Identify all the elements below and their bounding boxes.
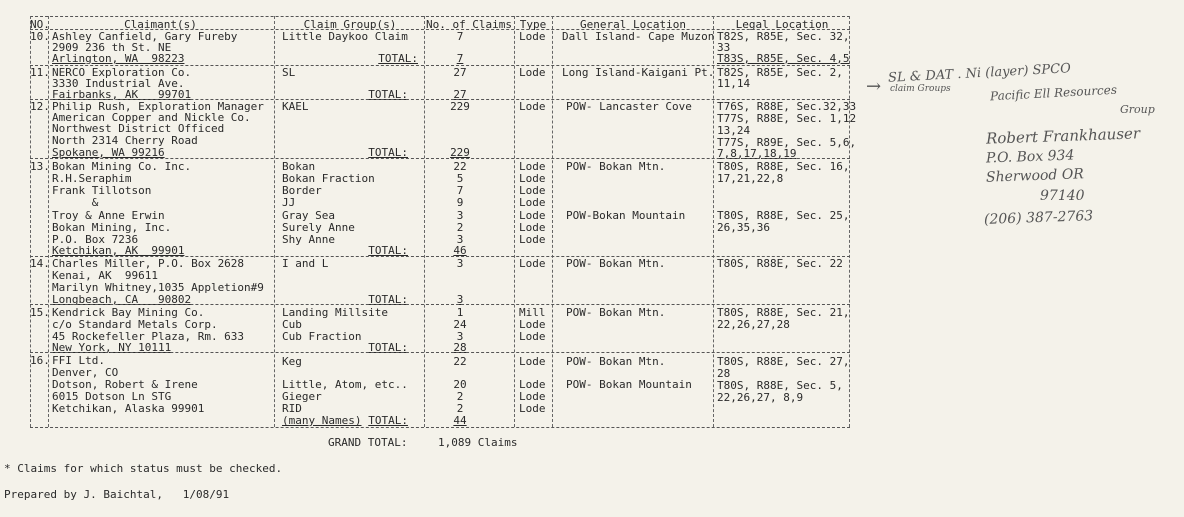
col-rule <box>274 16 275 427</box>
claimant-line: Denver, CO <box>52 366 119 379</box>
claim-count: 229 <box>450 100 470 113</box>
claim-type: Lode <box>519 390 546 403</box>
claim-group: Gray Sea <box>282 209 335 222</box>
claim-group: SL <box>282 66 296 79</box>
claim-count: 5 <box>456 172 464 185</box>
claim-type: Lode <box>519 66 546 79</box>
handwritten-note: claim Groups <box>890 84 951 94</box>
claim-type: Lode <box>519 30 546 43</box>
row-total: 44 <box>453 414 467 427</box>
general-location: Long Island-Kaigani Pt. <box>562 66 715 79</box>
legal-location: T80S, R88E, Sec. 5, <box>717 379 843 392</box>
row-total: 27 <box>453 88 467 101</box>
claimant-line: FFI Ltd. <box>52 354 105 367</box>
bottom-rule <box>30 427 850 428</box>
claim-group: (many Names) <box>282 414 362 427</box>
legal-location: T82S, R85E, Sec. 2, <box>717 66 843 79</box>
header-no: NO. <box>30 18 50 31</box>
general-location: POW- Bokan Mtn. <box>566 257 666 270</box>
claimant-line: Charles Miller, P.O. Box 2628 <box>52 257 245 270</box>
grand-total-label: GRAND TOTAL: <box>328 436 408 449</box>
claim-group: I and L <box>282 257 329 270</box>
claim-type: Lode <box>519 160 546 173</box>
row-number: 12. <box>30 100 50 113</box>
total-label: TOTAL: <box>368 146 408 159</box>
header-general-location: General Location <box>580 18 686 31</box>
claimant-line: Troy & Anne Erwin <box>52 209 165 222</box>
handwritten-note: Group <box>1120 103 1155 116</box>
legal-location: 33 <box>717 41 731 54</box>
claimant-line: Longbeach, CA 90802 <box>52 293 192 306</box>
claimant-line: Philip Rush, Exploration Manager <box>52 100 264 113</box>
claimant-line: 6015 Dotson Ln STG <box>52 390 172 403</box>
row-total: 229 <box>450 146 470 159</box>
claim-type: Mill <box>519 306 546 319</box>
claim-type: Lode <box>519 378 546 391</box>
handwritten-arrow: → <box>866 76 882 97</box>
legal-location: 7,8,17,18,19 <box>717 147 797 160</box>
handwritten-contact-phone: (206) 387-2763 <box>983 208 1094 228</box>
claim-count: 24 <box>453 318 467 331</box>
claimant-line: Marilyn Whitney,1035 Appletion#9 <box>52 281 264 294</box>
general-location: POW- Bokan Mtn. <box>566 355 666 368</box>
claim-group: Little, Atom, etc.. <box>282 378 408 391</box>
claimant-line: Kendrick Bay Mining Co. <box>52 306 205 319</box>
total-label: TOTAL: <box>378 52 418 65</box>
claim-type: Lode <box>519 196 546 209</box>
header-legal-location: Legal Location <box>735 18 829 31</box>
legal-location: T83S, R85E, Sec. 4,5 <box>717 52 850 65</box>
legal-location: T77S, R88E, Sec. 1,12 <box>717 112 857 125</box>
row-number: 14. <box>30 257 50 270</box>
general-location: POW- Bokan Mtn. <box>566 306 666 319</box>
claimant-line: Ketchikan, Alaska 99901 <box>52 402 205 415</box>
claim-count: 7 <box>456 30 464 43</box>
general-location: POW- Bokan Mtn. <box>566 160 666 173</box>
header-no-claims: No. of Claims <box>425 18 513 31</box>
grand-total-value: 1,089 Claims <box>438 436 518 449</box>
claimant-line: Fairbanks, AK 99701 <box>52 88 192 101</box>
row-rule <box>30 352 850 353</box>
legal-location: T80S, R88E, Sec. 22 <box>717 257 843 270</box>
claimant-line: Ketchikan, AK 99901 <box>52 244 185 257</box>
general-location: POW- Bokan Mountain <box>566 378 692 391</box>
handwritten-contact-zip: 97140 <box>1040 188 1085 204</box>
general-location: Dall Island- Cape Muzon <box>562 30 715 43</box>
legal-location: 17,21,22,8 <box>717 172 784 185</box>
claim-group: Keg <box>282 355 302 368</box>
legal-location: T82S, R85E, Sec. 32, <box>717 30 850 43</box>
claimant-line: NERCO Exploration Co. <box>52 66 192 79</box>
handwritten-note: SL & DAT . Ni (layer) SPCO <box>887 61 1072 86</box>
claim-count: 9 <box>456 196 464 209</box>
claimant-line: R.H.Seraphim <box>52 172 132 185</box>
claimant-line: 45 Rockefeller Plaza, Rm. 633 <box>52 330 245 343</box>
total-label: TOTAL: <box>368 293 408 306</box>
claim-type: Lode <box>519 318 546 331</box>
legal-location: 22,26,27,28 <box>717 318 790 331</box>
claim-group: Little Daykoo Claim <box>282 30 408 43</box>
claim-group: JJ <box>282 196 296 209</box>
claim-count: 2 <box>456 221 464 234</box>
row-number: 10. <box>30 30 50 43</box>
claim-count: 2 <box>456 390 464 403</box>
row-total: 7 <box>456 52 464 65</box>
total-label: TOTAL: <box>368 341 408 354</box>
legal-location: T77S, R89E, Sec. 5,6, <box>717 136 857 149</box>
claimant-line: P.O. Box 7236 <box>52 233 139 246</box>
top-rule <box>30 16 850 17</box>
footnote: * Claims for which status must be checked. <box>4 462 283 475</box>
row-number: 16. <box>30 354 50 367</box>
claimant-line: New York, NY 10111 <box>52 341 172 354</box>
claim-count: 27 <box>453 66 467 79</box>
claimant-line: Kenai, AK 99611 <box>52 269 158 282</box>
claimant-line: Frank Tillotson <box>52 184 152 197</box>
claim-type: Lode <box>519 330 546 343</box>
header-type: Type <box>519 18 547 31</box>
total-label: TOTAL: <box>368 414 408 427</box>
claimant-line: Ashley Canfield, Gary Fureby <box>52 30 238 43</box>
header-claim-group: Claim Group(s) <box>303 18 397 31</box>
claim-type: Lode <box>519 100 546 113</box>
claim-count: 3 <box>456 209 464 222</box>
row-rule <box>30 158 850 159</box>
claim-group: Surely Anne <box>282 221 355 234</box>
col-rule <box>552 16 553 427</box>
claimant-line: c/o Standard Metals Corp. <box>52 318 218 331</box>
claim-type: Lode <box>519 172 546 185</box>
claimant-line: & <box>52 196 99 209</box>
claim-count: 22 <box>453 160 467 173</box>
row-rule <box>30 304 850 305</box>
legal-location: 22,26,27, 8,9 <box>717 391 804 404</box>
prepared-by: Prepared by J. Baichtal, 1/08/91 <box>4 488 230 501</box>
claimant-line: Bokan Mining Co. Inc. <box>52 160 192 173</box>
handwritten-contact-city: Sherwood OR <box>985 166 1085 186</box>
claim-count: 1 <box>456 306 464 319</box>
claim-group: Shy Anne <box>282 233 335 246</box>
row-total: 3 <box>456 293 464 306</box>
row-number: 13. <box>30 160 50 173</box>
claimant-line: American Copper and Nickle Co. <box>52 111 251 124</box>
claimant-line: Dotson, Robert & Irene <box>52 378 198 391</box>
claim-type: Lode <box>519 355 546 368</box>
claimant-line: Northwest District Officed <box>52 122 225 135</box>
claim-group: RID <box>282 402 302 415</box>
claim-type: Lode <box>519 184 546 197</box>
claim-count: 22 <box>453 355 467 368</box>
claim-type: Lode <box>519 257 546 270</box>
claim-count: 3 <box>456 330 464 343</box>
legal-location: T80S, R88E, Sec. 16, <box>717 160 850 173</box>
legal-location: T76S, R88E, Sec.32,33 <box>717 100 857 113</box>
legal-location: 28 <box>717 367 731 380</box>
claimant-line: 2909 236 th St. NE <box>52 41 172 54</box>
claim-type: Lode <box>519 233 546 246</box>
claim-type: Lode <box>519 221 546 234</box>
legal-location: T80S, R88E, Sec. 21, <box>717 306 850 319</box>
claim-count: 2 <box>456 402 464 415</box>
legal-location: 26,35,36 <box>717 221 770 234</box>
claim-type: Lode <box>519 209 546 222</box>
claim-count: 3 <box>456 233 464 246</box>
claimant-line: Spokane, WA 99216 <box>52 146 165 159</box>
claim-group: Bokan Fraction <box>282 172 375 185</box>
claim-group: Border <box>282 184 322 197</box>
claim-group: Bokan <box>282 160 316 173</box>
claimant-line: 3330 Industrial Ave. <box>52 77 185 90</box>
col-rule <box>514 16 515 427</box>
legal-location: 11,14 <box>717 77 751 90</box>
header-claimants: Claimant(s) <box>124 18 197 31</box>
handwritten-contact-name: Robert Frankhauser <box>985 124 1141 148</box>
claim-count: 7 <box>456 184 464 197</box>
legal-location: T80S, R88E, Sec. 25, <box>717 209 850 222</box>
claimant-line: North 2314 Cherry Road <box>52 134 198 147</box>
claim-type: Lode <box>519 402 546 415</box>
handwritten-note: Pacific Ell Resources <box>989 82 1118 104</box>
col-rule <box>424 16 425 427</box>
claim-group: KAEL <box>282 100 309 113</box>
claimant-line: Arlington, WA 98223 <box>52 52 185 65</box>
legal-location: T80S, R88E, Sec. 27, <box>717 355 850 368</box>
claim-group: Cub <box>282 318 302 331</box>
total-label: TOTAL: <box>368 244 408 257</box>
row-total: 46 <box>453 244 467 257</box>
claim-count: 3 <box>456 257 464 270</box>
general-location: POW-Bokan Mountain <box>566 209 686 222</box>
claimant-line: Bokan Mining, Inc. <box>52 221 172 234</box>
legal-location: 13,24 <box>717 124 751 137</box>
row-total: 28 <box>453 341 467 354</box>
general-location: POW- Lancaster Cove <box>566 100 692 113</box>
claim-count: 20 <box>453 378 467 391</box>
claim-group: Landing Millsite <box>282 306 388 319</box>
row-number: 15. <box>30 306 50 319</box>
total-label: TOTAL: <box>368 88 408 101</box>
row-number: 11. <box>30 66 50 79</box>
handwritten-contact-box: P.O. Box 934 <box>985 147 1075 167</box>
claim-group: Gieger <box>282 390 322 403</box>
claim-group: Cub Fraction <box>282 330 362 343</box>
